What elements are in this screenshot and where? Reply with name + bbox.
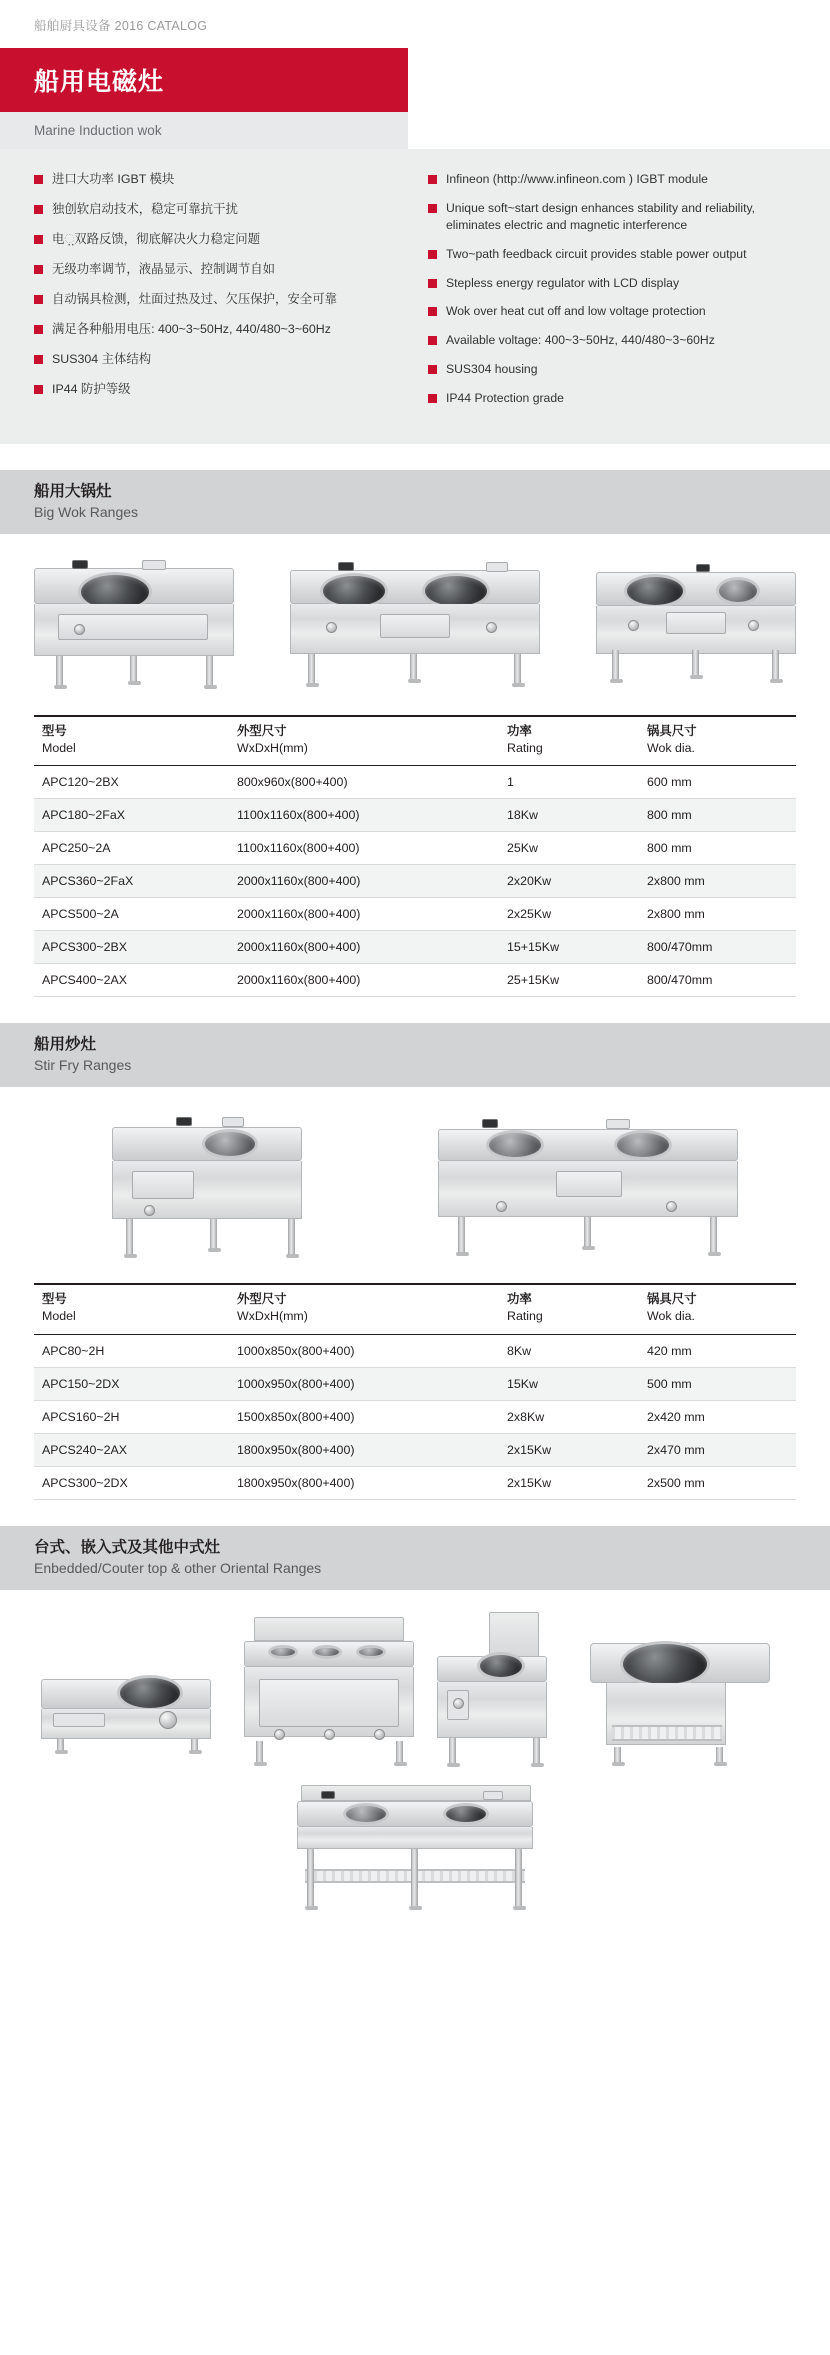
square-bullet-icon [34, 175, 43, 184]
header-cn: 型号 [42, 724, 67, 738]
header-en: Model [42, 1309, 76, 1324]
cell-wok-dia: 800/470mm [639, 931, 796, 964]
table-row [34, 964, 796, 997]
column-header-rating [499, 716, 639, 766]
feature-item [428, 390, 796, 408]
feature-text: Two~path feedback circuit provides stable power output [446, 247, 747, 262]
header-cn: 功率 [507, 1292, 532, 1307]
section-header-embedded [0, 1526, 830, 1590]
feature-text: SUS304 主体结构 [52, 351, 152, 366]
column-header-dimensions [229, 716, 499, 766]
column-header-dimensions [229, 1284, 499, 1334]
feature-text: 满足各种船用电压: 400~3~50Hz, 440/480~3~60Hz [52, 321, 331, 336]
cell-wok-dia: 800 mm [639, 799, 796, 832]
cell-rating: 1 [499, 766, 639, 799]
cell-rating: 2x15Kw [499, 1433, 639, 1466]
cell-wok-dia: 2x800 mm [639, 865, 796, 898]
square-bullet-icon [428, 279, 437, 288]
feature-item [428, 246, 796, 264]
square-bullet-icon [428, 336, 437, 345]
feature-text: SUS304 housing [446, 361, 538, 376]
product-photos-big-wok [0, 534, 830, 701]
feature-text: 电಼双路反馈，彻底解决火力稳定问题 [52, 231, 261, 246]
cell-dimensions: 800x960x(800+400) [229, 766, 499, 799]
feature-item [34, 381, 402, 399]
header-cn: 外型尺寸 [237, 1292, 287, 1307]
cell-rating: 2x25Kw [499, 898, 639, 931]
table-row [34, 1367, 796, 1400]
section-title-cn: 台式、嵌入式及其他中式灶 [34, 1538, 221, 1556]
table-header-row [34, 1284, 796, 1334]
header-en: WxDxH(mm) [237, 1309, 308, 1324]
feature-item [34, 231, 402, 249]
spec-table-big-wok [34, 715, 796, 997]
cell-wok-dia: 2x470 mm [639, 1433, 796, 1466]
square-bullet-icon [428, 250, 437, 259]
cell-rating: 2x15Kw [499, 1466, 639, 1499]
feature-item [34, 321, 402, 339]
cell-model: APCS500~2A [34, 898, 229, 931]
cell-model: APCS300~2DX [34, 1466, 229, 1499]
cell-model: APCS360~2FaX [34, 865, 229, 898]
section-title-en: Enbedded/Couter top & other Oriental Ranges [34, 1559, 322, 1576]
square-bullet-icon [428, 365, 437, 374]
cell-dimensions: 1500x850x(800+400) [229, 1400, 499, 1433]
feature-item [34, 201, 402, 219]
square-bullet-icon [428, 175, 437, 184]
cell-dimensions: 1100x1160x(800+400) [229, 832, 499, 865]
cell-model: APC180~2FaX [34, 799, 229, 832]
feature-text: Available voltage: 400~3~50Hz, 440/480~3~60Hz [446, 333, 715, 348]
table-row [34, 766, 796, 799]
feature-item [428, 361, 796, 379]
section-title-en: Big Wok Ranges [34, 504, 139, 521]
square-bullet-icon [428, 307, 437, 316]
feature-text: IP44 Protection grade [446, 390, 564, 405]
product-image-two-burner-stand-range [285, 1785, 545, 1915]
square-bullet-icon [34, 265, 43, 274]
cell-model: APC250~2A [34, 832, 229, 865]
spec-table-stir-fry [34, 1283, 796, 1499]
feature-text: Infineon (http://www.infineon.com ) IGBT module [446, 172, 708, 186]
cell-wok-dia: 420 mm [639, 1334, 796, 1367]
column-header-wok-dia [639, 1284, 796, 1334]
feature-item [428, 171, 796, 189]
cell-wok-dia: 500 mm [639, 1367, 796, 1400]
square-bullet-icon [34, 355, 43, 364]
column-header-rating [499, 1284, 639, 1334]
header-en: Rating [507, 1309, 543, 1324]
table-header-row [34, 716, 796, 766]
cell-wok-dia: 2x500 mm [639, 1466, 796, 1499]
section-title-cn: 船用炒灶 [34, 1036, 97, 1054]
table-row [34, 799, 796, 832]
cell-wok-dia: 600 mm [639, 766, 796, 799]
header-en: Model [42, 740, 76, 755]
cell-model: APCS400~2AX [34, 964, 229, 997]
cell-rating: 8Kw [499, 1334, 639, 1367]
page-title-cn: 船用电磁灶 [0, 48, 408, 112]
header-en: Wok dia. [647, 1309, 695, 1324]
table-row [34, 1466, 796, 1499]
cell-wok-dia: 800 mm [639, 832, 796, 865]
table-row [34, 1400, 796, 1433]
cell-dimensions: 1000x950x(800+400) [229, 1367, 499, 1400]
header-cn: 功率 [507, 724, 532, 738]
section-header-stir-fry [0, 1023, 830, 1087]
feature-text: 独创软启动技术，稳定可靠抗干扰 [52, 201, 238, 216]
feature-text: Wok over heat cut off and low voltage protection [446, 304, 706, 319]
header-cn: 外型尺寸 [237, 724, 287, 738]
cell-model: APCS160~2H [34, 1400, 229, 1433]
header-en: Wok dia. [647, 740, 695, 755]
product-image-four-burner-range [234, 1617, 424, 1767]
feature-item [428, 275, 796, 293]
header-cn: 锅具尺寸 [647, 724, 697, 738]
square-bullet-icon [34, 205, 43, 214]
feature-item [34, 291, 402, 309]
feature-text: IP44 防护等级 [52, 381, 131, 396]
header-en: WxDxH(mm) [237, 740, 308, 755]
product-image-double-stir-fry [438, 1109, 738, 1259]
feature-item [34, 351, 402, 369]
section-title-en: Stir Fry Ranges [34, 1057, 132, 1074]
product-photos-stir-fry [0, 1087, 830, 1269]
header-cn: 型号 [42, 1292, 67, 1307]
square-bullet-icon [428, 394, 437, 403]
feature-text: 自动锅具检测，灶面过热及过、欠压保护，安全可靠 [52, 291, 337, 306]
cell-model: APC150~2DX [34, 1367, 229, 1400]
feature-text: 进口大功率 IGBT 模块 [52, 172, 175, 186]
cell-dimensions: 2000x1160x(800+400) [229, 898, 499, 931]
cell-wok-dia: 800/470mm [639, 964, 796, 997]
product-image-single-big-wok [34, 556, 234, 691]
cell-model: APCS300~2BX [34, 931, 229, 964]
feature-text: Unique soft~start design enhances stability and reliability, eliminates electric and magnetic interference [446, 200, 756, 233]
cell-model: APC120~2BX [34, 766, 229, 799]
feature-text: Stepless energy regulator with LCD display [446, 275, 680, 290]
cell-rating: 2x20Kw [499, 865, 639, 898]
cell-dimensions: 1100x1160x(800+400) [229, 799, 499, 832]
page-title-block [0, 48, 830, 149]
column-header-model [34, 716, 229, 766]
section-header-big-wok [0, 470, 830, 534]
header-en: Rating [507, 740, 543, 755]
feature-item [428, 303, 796, 321]
cell-rating: 15+15Kw [499, 931, 639, 964]
cell-rating: 25Kw [499, 832, 639, 865]
square-bullet-icon [34, 325, 43, 334]
cell-wok-dia: 2x420 mm [639, 1400, 796, 1433]
cell-dimensions: 1800x950x(800+400) [229, 1433, 499, 1466]
cell-dimensions: 2000x1160x(800+400) [229, 865, 499, 898]
product-image-drop-in-wok [590, 1637, 790, 1767]
square-bullet-icon [34, 295, 43, 304]
feature-item [34, 261, 402, 279]
cell-model: APC80~2H [34, 1334, 229, 1367]
features-column-cn [34, 171, 402, 418]
table-row [34, 931, 796, 964]
cell-rating: 15Kw [499, 1367, 639, 1400]
cell-dimensions: 1800x950x(800+400) [229, 1466, 499, 1499]
section-title-cn: 船用大锅灶 [34, 483, 112, 501]
product-photos-embedded [0, 1590, 830, 1925]
table-row [34, 832, 796, 865]
cell-rating: 18Kw [499, 799, 639, 832]
product-image-combo-big-wok [596, 556, 796, 691]
catalog-header: 船舶厨具设备 2016 CATALOG [34, 19, 208, 33]
table-row [34, 898, 796, 931]
feature-item [428, 332, 796, 350]
feature-item [428, 200, 796, 235]
product-image-narrow-single-wok [437, 1612, 557, 1767]
cell-wok-dia: 2x800 mm [639, 898, 796, 931]
square-bullet-icon [34, 385, 43, 394]
table-row [34, 1334, 796, 1367]
product-image-counter-top-wok [41, 1657, 221, 1767]
cell-dimensions: 2000x1160x(800+400) [229, 931, 499, 964]
features-column-en [428, 171, 796, 418]
cell-rating: 25+15Kw [499, 964, 639, 997]
table-row [34, 1433, 796, 1466]
features-band [0, 149, 830, 444]
column-header-model [34, 1284, 229, 1334]
column-header-wok-dia [639, 716, 796, 766]
cell-rating: 2x8Kw [499, 1400, 639, 1433]
product-image-double-big-wok [290, 556, 540, 691]
cell-dimensions: 1000x850x(800+400) [229, 1334, 499, 1367]
feature-item [34, 171, 402, 189]
cell-dimensions: 2000x1160x(800+400) [229, 964, 499, 997]
square-bullet-icon [34, 235, 43, 244]
page-title-en: Marine Induction wok [0, 112, 408, 149]
table-row [34, 865, 796, 898]
square-bullet-icon [428, 204, 437, 213]
product-image-single-stir-fry [92, 1109, 322, 1259]
header-cn: 锅具尺寸 [647, 1292, 697, 1307]
feature-text: 无级功率调节，液晶显示、控制调节自如 [52, 261, 276, 276]
cell-model: APCS240~2AX [34, 1433, 229, 1466]
